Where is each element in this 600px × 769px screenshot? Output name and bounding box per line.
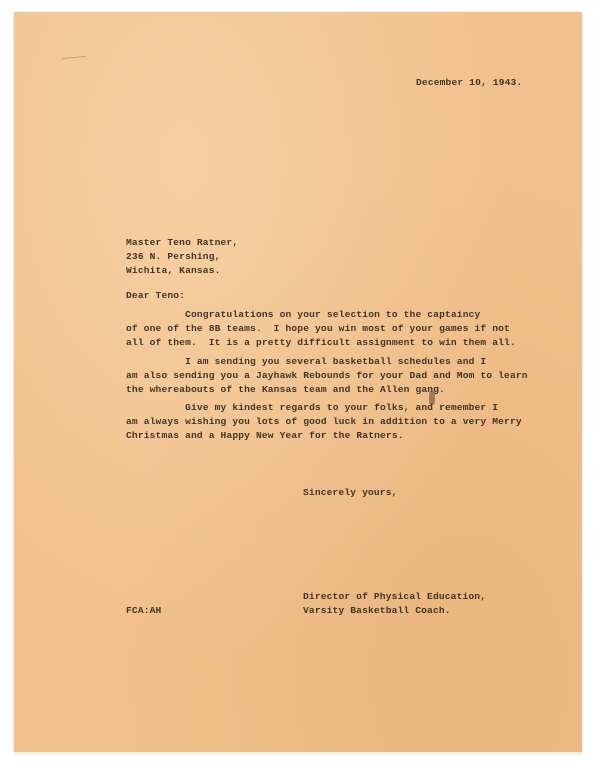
body-line: all of them. It is a pretty difficult assignment to win them all. (126, 337, 516, 348)
recipient-street: 236 N. Pershing, (126, 251, 221, 262)
body-line: I am sending you several basketball schedules and I (126, 356, 487, 367)
body-line: of one of the 8B teams. I hope you win most of your games if not (126, 323, 510, 334)
body-line: Congratulations on your selection to the captaincy (126, 309, 481, 320)
closing: Sincerely yours, (303, 487, 398, 498)
salutation: Dear Teno: (126, 290, 186, 301)
page-bottom-edge (14, 752, 582, 755)
recipient-city: Wichita, Kansas. (126, 265, 221, 276)
reference-initials: FCA:AH (126, 605, 162, 616)
body-line: Christmas and a Happy New Year for the Ratners. (126, 430, 404, 441)
body-line: Give my kindest regards to your folks, and remember I (126, 402, 499, 413)
letter-paper (14, 12, 582, 752)
signer-title: Director of Physical Education, (303, 591, 487, 602)
signer-title: Varsity Basketball Coach. (303, 605, 451, 616)
body-line: the whereabouts of the Kansas team and the Allen gang. (126, 384, 445, 395)
body-line: am also sending you a Jayhawk Rebounds for your Dad and Mom to learn (126, 370, 528, 381)
body-line: am always wishing you lots of good luck in addition to a very Merry (126, 416, 522, 427)
recipient-name: Master Teno Ratner, (126, 237, 239, 248)
letter-date: December 10, 1943. (416, 77, 523, 88)
